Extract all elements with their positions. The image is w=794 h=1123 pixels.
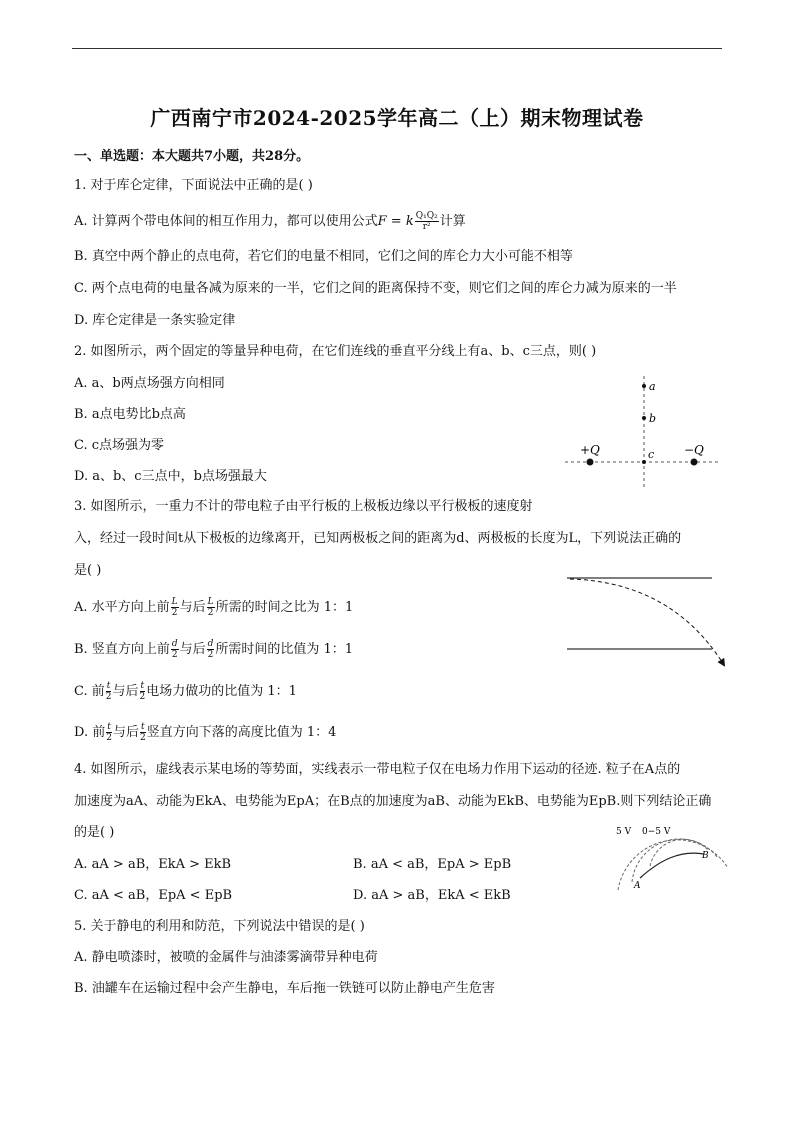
fraction-numerator: L [207, 597, 214, 607]
q4-option-b: B. aA < aB，EpA > EpB [353, 857, 512, 872]
q4-option-c: C. aA < aB，EpA < EpB [74, 888, 233, 903]
charges-figure [560, 372, 725, 492]
q2-option-b: B. a点电势比b点高 [74, 407, 186, 422]
q5-option-b: B. 油罐车在运输过程中会产生静电，车后拖一铁链可以防止静电产生危害 [74, 981, 495, 996]
q1-option-a [74, 211, 466, 232]
q1-option-a-text: A. 计算两个带电体间的相互作用力，都可以使用公式 [74, 214, 378, 229]
q3-option-b-post: 所需时间的比值为 1：1 [215, 642, 354, 657]
q3-option-d-post: 竖直方向下落的高度比值为 1：4 [146, 725, 337, 740]
fraction-denominator: 2 [207, 608, 214, 618]
fraction-denominator: 2 [139, 692, 146, 702]
q4-stem-line3: 的是( ) [74, 825, 115, 840]
fraction-L-half [171, 597, 179, 618]
q1-option-b: B. 真空中两个静止的点电荷，若它们的电量不相同，它们之间的库仑力大小可能不相等 [74, 249, 573, 264]
section-heading: 一、单选题：本大题共7小题，共28分。 [74, 149, 310, 164]
fraction-denominator: 2 [139, 733, 146, 743]
point-c-dot [642, 460, 646, 464]
q3-option-a-mid: 与后 [179, 600, 206, 615]
negative-charge-dot [691, 459, 698, 466]
equipotential-figure [610, 820, 735, 900]
q1-option-a-tail: 计算 [439, 214, 466, 229]
potential-label-1: 5 V [616, 827, 632, 837]
q4-stem-line1: 4. 如图所示，虚线表示某电场的等势面，实线表示一带电粒子仅在电场力作用下运动的径迹. 粒子在A点的 [74, 762, 681, 777]
q5-option-a: A. 静电喷漆时，被喷的金属件与油漆雾滴带异种电荷 [74, 950, 378, 965]
q1-option-d: D. 库仑定律是一条实验定律 [74, 313, 236, 328]
positive-charge-label: +Q [580, 443, 600, 457]
q4-stem-line2: 加速度为aA、动能为EkA、电势能为EpA；在B点的加速度为aB、动能为EkB、电势能为EpB.则下列结论正确 [74, 794, 712, 809]
q3-option-d [74, 722, 336, 743]
point-B-label: B [702, 851, 709, 861]
q3-option-c-pre: C. 前 [74, 684, 105, 699]
coulomb-formula-lhs: F = k [377, 214, 414, 229]
fraction-denominator: 2 [171, 650, 178, 660]
fraction-denominator: 2 [171, 608, 178, 618]
fraction-d-half [171, 639, 179, 660]
q1-option-c: C. 两个点电荷的电量各减为原来的一半，它们之间的距离保持不变，则它们之间的库仑力减为原来的一半 [74, 281, 677, 296]
fraction-numerator: t [107, 722, 111, 732]
coulomb-formula-denominator: r² [422, 222, 431, 232]
point-a-label: a [649, 380, 656, 393]
positive-charge-dot [587, 459, 594, 466]
q3-stem-line2: 入，经过一段时间t从下极板的边缘离开，已知两极板之间的距离为d、两极板的长度为L，下列说法正确的 [74, 531, 682, 546]
fraction-numerator: t [140, 681, 145, 691]
q3-option-b [74, 639, 353, 660]
q2-option-c: C. c点场强为零 [74, 438, 165, 453]
q3-option-b-pre: B. 竖直方向上前 [74, 642, 170, 657]
q3-option-a-pre: A. 水平方向上前 [74, 600, 170, 615]
q3-stem-line3: 是( ) [74, 563, 102, 578]
point-b-label: b [649, 412, 657, 425]
particle-trajectory [570, 579, 724, 665]
fraction-denominator: 2 [106, 733, 112, 743]
coulomb-formula-numerator: Q₁Q₂ [415, 211, 438, 221]
fraction-numerator: L [171, 597, 178, 607]
q3-option-b-mid: 与后 [179, 642, 206, 657]
potential-label-2: 0−5 V [642, 827, 671, 837]
q3-option-d-mid: 与后 [112, 725, 139, 740]
header-rule [72, 48, 722, 49]
parallel-plates-figure [562, 570, 732, 670]
fraction-denominator: 2 [105, 692, 112, 702]
q4-option-d: D. aA > aB，EkA < EkB [353, 888, 511, 903]
q5-stem: 5. 关于静电的利用和防范，下列说法中错误的是( ) [74, 919, 365, 934]
q4-option-a: A. aA > aB，EkA > EkB [74, 857, 232, 872]
q3-stem-line1: 3. 如图所示，一重力不计的带电粒子由平行板的上极板边缘以平行极板的速度射 [74, 499, 533, 514]
q1-stem: 1. 对于库仑定律，下面说法中正确的是( ) [74, 178, 313, 193]
q3-option-a-post: 所需的时间之比为 1：1 [215, 600, 354, 615]
fraction-t-half [106, 722, 112, 743]
fraction-numerator: t [106, 681, 111, 691]
fraction-t-half [140, 722, 146, 743]
negative-charge-label: −Q [684, 443, 704, 457]
q2-option-a: A. a、b两点场强方向相同 [74, 376, 225, 391]
fraction-numerator: d [207, 639, 214, 649]
point-c-label: c [648, 448, 655, 461]
q2-stem: 2. 如图所示，两个固定的等量异种电荷，在它们连线的垂直平分线上有a、b、c三点，则( ) [74, 344, 597, 359]
fraction-numerator: d [171, 639, 178, 649]
fraction-d-half [207, 639, 215, 660]
fraction-t-half [106, 681, 112, 702]
coulomb-formula-fraction [415, 211, 439, 232]
fraction-L-half [207, 597, 215, 618]
point-A-label: A [634, 881, 641, 891]
q3-option-c-mid: 与后 [112, 684, 139, 699]
fraction-denominator: 2 [207, 650, 214, 660]
fraction-numerator: t [141, 722, 145, 732]
q3-option-c-post: 电场力做功的比值为 1：1 [146, 684, 297, 699]
q3-option-a [74, 597, 353, 618]
point-b-dot [642, 416, 646, 420]
q3-option-c [74, 681, 297, 702]
page-title: 广西南宁市2024-2025学年高二（上）期末物理试卷 [150, 106, 644, 130]
q3-option-d-pre: D. 前 [74, 725, 106, 740]
fraction-t-half [140, 681, 146, 702]
q2-option-d: D. a、b、c三点中，b点场强最大 [74, 469, 267, 484]
point-a-dot [642, 384, 646, 388]
